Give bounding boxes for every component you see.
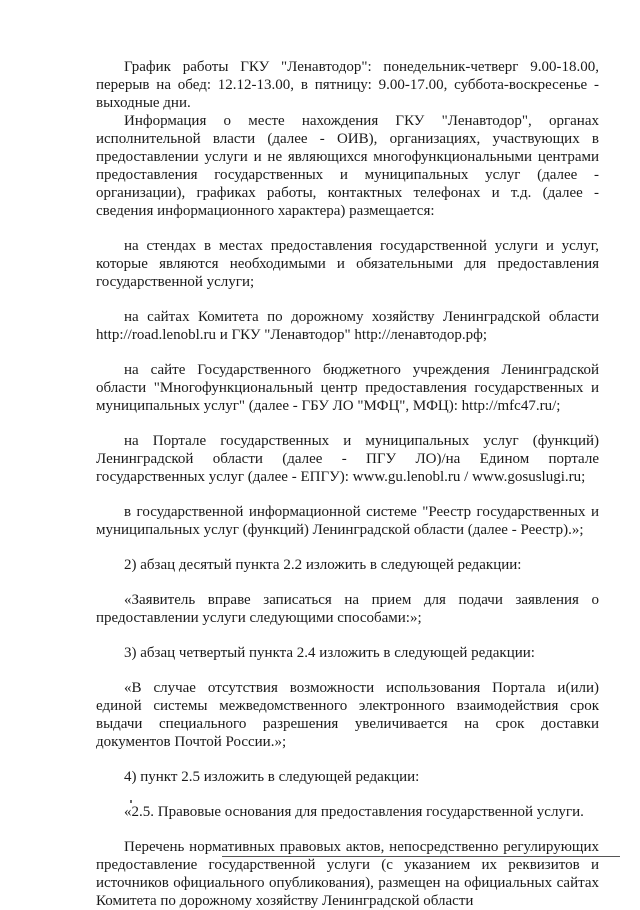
portal-paragraph: на Портале государственных и муниципальных услуг (функций) Ленинградской области (далее - ПГУ ЛО)/на Едином портале государственных услуг (далее - ЕПГУ): www.gu.lenobl.ru / www.gosuslugi.ru;	[96, 433, 599, 485]
legal-acts-paragraph: Перечень нормативных правовых актов, непосредственно регулирующих предоставление государственной услуги (с указанием их реквизитов и источников официального опубликования), размещен на официальных сайтах Комитета по дорожному хозяйству Ленинградской области	[96, 839, 599, 909]
mfc-site-paragraph: на сайте Государственного бюджетного учреждения Ленинградской области "Многофункциональный центр предоставления государственных и муниципальных услуг" (далее - ГБУ ЛО "МФЦ", МФЦ): http://mfc47.ru/;	[96, 362, 599, 414]
scan-speck	[130, 800, 132, 803]
location-info-paragraph: Информация о месте нахождения ГКУ "Ленавтодор", органах исполнительной власти (далее - ОИВ), организациях, участвующих в предоставлении услуги и не являющихся многофункциональными центрами предоставления государственных и муниципальных услуг (далее - организации), графиках работы, контактных телефонах и т.д. (далее - сведения информационного характера) размещается:	[96, 113, 599, 219]
portal-absence-paragraph: «В случае отсутствия возможности использования Портала и(или) единой системы межведомственного электронного взаимодействия срок выдачи специального разрешения увеличивается на срок доставки документов Почтой России.»;	[96, 680, 599, 750]
document-page	[96, 58, 599, 910]
bottom-divider	[222, 856, 620, 857]
amendment-2-paragraph: 2) абзац десятый пункта 2.2 изложить в следующей редакции:	[124, 557, 522, 573]
amendment-3-paragraph: 3) абзац четвертый пункта 2.4 изложить в следующей редакции:	[124, 645, 535, 661]
work-schedule-paragraph: График работы ГКУ "Ленавтодор": понедельник-четверг 9.00-18.00, перерыв на обед: 12.12-13.00, в пятницу: 9.00-17.00, суббота-воскресенье - выходные дни.	[96, 59, 599, 111]
legal-basis-heading: «2.5. Правовые основания для предоставления государственной услуги.	[124, 804, 584, 820]
registry-paragraph: в государственной информационной системе "Реестр государственных и муниципальных услуг (функций) Ленинградской области (далее - Реестр).»;	[96, 504, 599, 538]
stands-paragraph: на стендах в местах предоставления государственной услуги и услуг, которые являются необходимыми и обязательными для предоставления государственной услуги;	[96, 238, 599, 290]
applicant-quote-paragraph: «Заявитель вправе записаться на прием для подачи заявления о предоставлении услуги следующими способами:»;	[96, 592, 599, 626]
committee-sites-paragraph: на сайтах Комитета по дорожному хозяйству Ленинградской области http://road.lenobl.ru и ГКУ "Ленавтодор" http://ленавтодор.рф;	[96, 309, 599, 343]
amendment-4-paragraph: 4) пункт 2.5 изложить в следующей редакции:	[124, 769, 420, 785]
